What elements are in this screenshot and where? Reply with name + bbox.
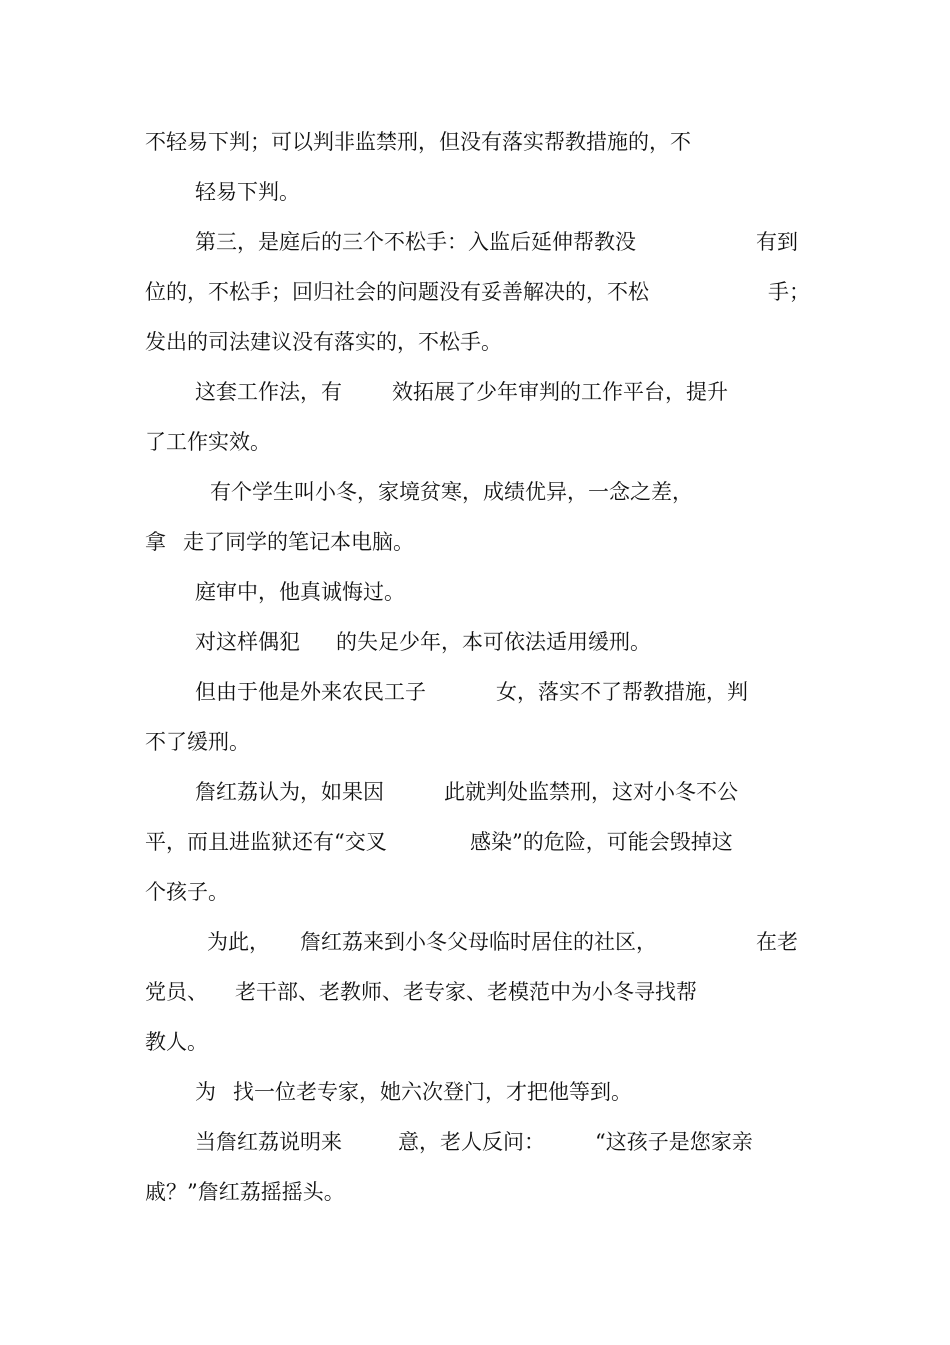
text-line: 手；	[768, 280, 810, 304]
text-line: 为此，	[207, 930, 270, 954]
text-line: “这孩子是您家亲	[595, 1130, 753, 1154]
text-line: 拿	[145, 530, 166, 554]
text-line: 詹红荔来到小冬父母临时居住的社区，	[300, 930, 657, 954]
text-line: 詹红荔认为，如果因	[195, 780, 384, 804]
text-line: 意，老人反问：	[398, 1130, 545, 1154]
text-line: 不了缓刑。	[145, 730, 250, 754]
text-line: 位的，不松手；回归社会的问题没有妥善解决的，不松	[145, 280, 649, 304]
text-line: 轻易下判。	[195, 180, 300, 204]
text-line: 有个学生叫小冬，家境贫寒，成绩优异，一念之差，	[210, 480, 693, 504]
text-line: 这套工作法，有	[195, 380, 342, 404]
text-line: 党员、	[145, 980, 208, 1004]
text-line: 有到	[756, 230, 798, 254]
text-line: 女，落实不了帮教措施，判	[496, 680, 748, 704]
text-line: 戚？”詹红荔摇摇头。	[145, 1180, 345, 1204]
text-line: 平，而且进监狱还有“交叉	[145, 830, 387, 854]
text-line: 感染”的危险，可能会毁掉这	[470, 830, 733, 854]
text-line: 不轻易下判；可以判非监禁刑，但没有落实帮教措施的，不	[145, 130, 691, 154]
text-line: 在老	[756, 930, 798, 954]
text-line: 此就判处监禁刑，这对小冬不公	[444, 780, 738, 804]
text-line: 效拓展了少年审判的工作平台，提升	[392, 380, 728, 404]
text-line: 找一位老专家，她六次登门，才把他等到。	[233, 1080, 632, 1104]
text-line: 为	[195, 1080, 216, 1104]
text-line: 的失足少年，本可依法适用缓刑。	[336, 630, 651, 654]
text-line: 但由于他是外来农民工子	[195, 680, 426, 704]
text-line: 走了同学的笔记本电脑。	[183, 530, 414, 554]
text-line: 教人。	[145, 1030, 208, 1054]
text-line: 对这样偶犯	[195, 630, 300, 654]
text-line: 第三，是庭后的三个不松手：入监后延伸帮教没	[195, 230, 636, 254]
text-line: 庭审中，他真诚悔过。	[195, 580, 405, 604]
text-line: 老干部、老教师、老专家、老模范中为小冬寻找帮	[235, 980, 697, 1004]
text-line: 当詹红荔说明来	[195, 1130, 342, 1154]
text-line: 发出的司法建议没有落实的，不松手。	[145, 330, 502, 354]
text-line: 了工作实效。	[145, 430, 271, 454]
text-line: 个孩子。	[145, 880, 229, 904]
